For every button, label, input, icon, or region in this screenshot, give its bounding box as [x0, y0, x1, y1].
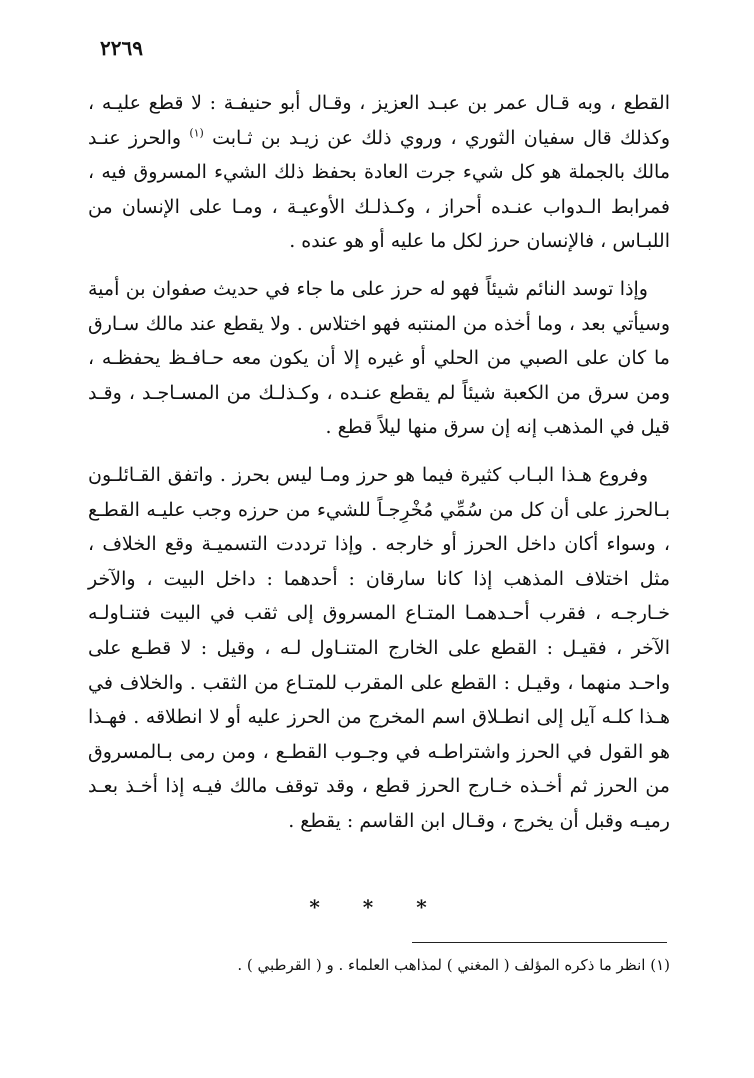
footnote-reference: (١) [189, 126, 204, 140]
footnote-divider [412, 942, 667, 943]
paragraph-2: وإذا توسد النائم شيئاً فهو له حرز على ما جاء في حديث صفوان بن أمية وسيأتي بعد ، وما أخذه من المنتبه فهو اختلاس . ولا يقطع عند مالك سـارق ما كان على الصبي من الحلي أو غيره إلا أن يكون معه حـافـظ يحفظـه ، ومن سرق من الكعبة شيئاً لم يقطع عنـده ، وكـذلـك من المسـاجـد ، وقـد قيل في المذهب إنه إن سرق منها ليلاً قطع . [88, 277, 670, 439]
paragraph-3: وفروع هـذا البـاب كثيرة فيما هو حرز ومـا ليس بحرز . واتفق القـائلـون بـالحرز على أن كل من سُمِّي مُخْرِجـاً للشيء من حرزه وجب عليـه القطـع ، وسواء أكان داخل الحرز أو خارجه . وإذا ترددت التسميـة وقع الخلاف ، مثل اختلاف المذهب إذا كانا سارقان : أحدهما : داخل البيت ، والآخر خـارجـه ، فقرب أحـدهمـا المتـاع المسروق إلى ثقب في البيت فتنـاولـه الآخر ، فقيـل : القطع على الخارج المتنـاول لـه ، وقيل : لا قطـع على واحـد منهما ، وقيـل : القطع على المقرب للمتـاع من الثقب . والخلاف في هـذا كلـه آيل إلى انطـلاق اسم المخرج من الحرز عليه أو لا انطلاقه . فهـذا هو القول في الحرز واشتراطـه في وجـوب القطـع ، ومن رمى بـالمسروق من الحرز ثم أخـذه خـارج الحرز قطع ، وقد توقف مالك فيـه إذا أخـذ بعـد رميـه وقبل أن يخرج ، وقـال ابن القاسم : يقطع . [88, 463, 670, 832]
main-text [88, 86, 670, 838]
paragraph-1-text-before-note: القطع ، وبه قـال عمر بن عبـد العزيز ، وقـال أبو حنيفـة : لا قطع عليـه ، وكذلك قال سفيان الثوري ، وروي ذلك عن زيـد بن ثـابت [88, 92, 671, 149]
paragraph-1-text-after-note: والحرز عنـد مالك بالجملة هو كل شيء جرت العادة بحفظ ذلك الشيء المسروق فيه ، فمرابط الـدواب عنـده أحراز ، وكـذلـك الأوعيـة ، ومـا على الإنسان من اللبـاس ، فالإنسان حرز لكل ما عليه أو هو عنده . [88, 126, 670, 253]
paragraph-1 [88, 86, 670, 259]
page-number: ٢٢٦٩ [100, 36, 143, 60]
footnote: (١) انظر ما ذكره المؤلف ( المغني ) لمذاهب العلماء . و ( القرطبي ) . [237, 956, 670, 974]
section-separator: * * * [309, 895, 445, 919]
